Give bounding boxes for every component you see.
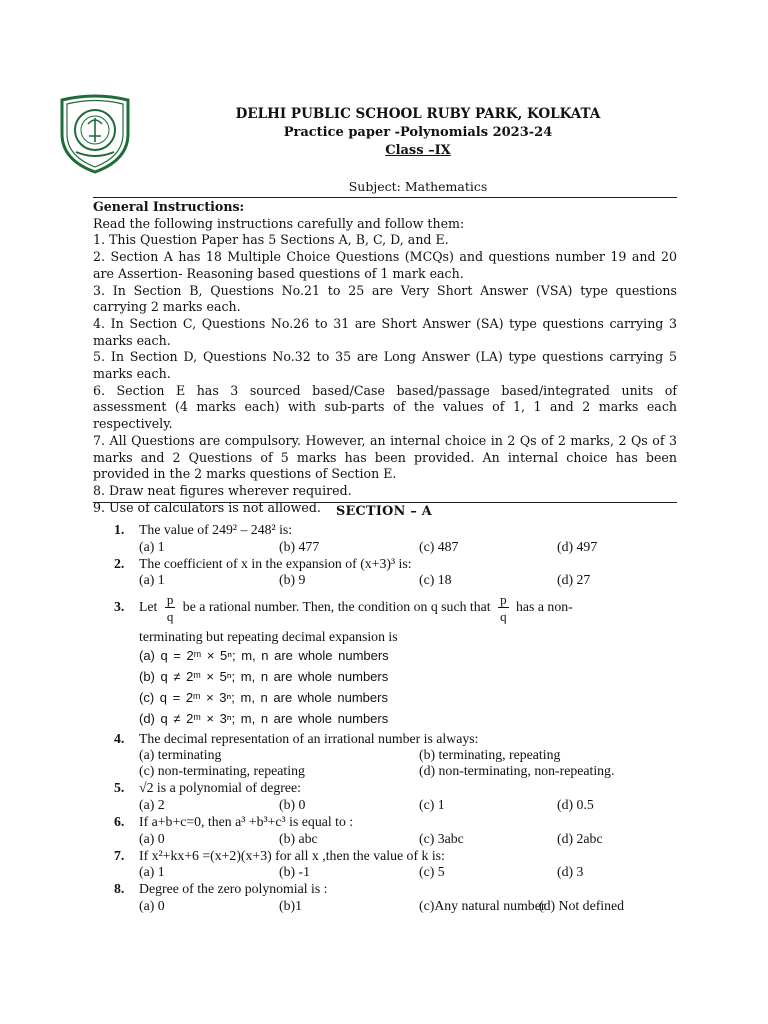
question-text: The decimal representation of an irrational number is always: — [139, 731, 479, 746]
instruction-item: 2. Section A has 18 Multiple Choice Questions (MCQs) and questions number 19 and 20 are Assertion- Reasoning based questions of 1 mark each. — [93, 249, 677, 281]
question-text: If a+b+c=0, then a³ +b³+c³ is equal to : — [139, 814, 354, 829]
option-a: (a) 0 — [139, 831, 165, 846]
divider — [93, 197, 677, 198]
option-c: (c) 3abc — [419, 831, 464, 846]
question-number: 3. — [114, 599, 125, 614]
question-text: Degree of the zero polynomial is : — [139, 881, 328, 896]
question-number: 4. — [114, 731, 125, 746]
question-text: Let — [139, 599, 158, 615]
option-c: (c) non-terminating, repeating — [139, 763, 305, 778]
section-a-title: SECTION – A — [335, 504, 433, 519]
option-d: (d) 2abc — [557, 831, 603, 846]
instruction-item: 7. All Questions are compulsory. However, an internal choice in 2 Qs of 2 marks, 2 Qs of 3 marks and 2 Questions of 5 marks has been provided. An internal choice has been provided in the 2 marks questions of Section E. — [93, 432, 677, 482]
question-number: 7. — [114, 848, 125, 863]
school-name: DELHI PUBLIC SCHOOL RUBY PARK, KOLKATA — [235, 106, 601, 122]
instructions-intro: Read the following instructions carefully and follow them: — [93, 215, 465, 231]
option-c: (c) 487 — [419, 539, 459, 554]
paper-title: Practice paper -Polynomials 2023-24 — [283, 125, 553, 140]
option-b: (b) terminating, repeating — [419, 747, 561, 762]
option-d: (d) non-terminating, non-repeating. — [419, 763, 615, 778]
option-d: (d) 0.5 — [557, 797, 594, 812]
instruction-item: 1. This Question Paper has 5 Sections A, B, C, D, and E. — [93, 232, 449, 248]
general-instructions — [93, 199, 677, 516]
question-number: 8. — [114, 881, 125, 896]
option-a: (a) 1 — [139, 864, 165, 879]
fraction-denominator: q — [500, 609, 507, 624]
option-a: (a) q = 2ᵐ × 5ⁿ; m, n are whole numbers — [139, 648, 389, 663]
question-number: 6. — [114, 814, 125, 829]
instruction-item: 6. Section E has 3 sourced based/Case based/passage based/integrated units of assessment (4 marks each) with sub-parts of the values of 1, 1 and 2 marks each respectively. — [93, 382, 677, 432]
option-a: (a) 2 — [139, 797, 165, 812]
question-text: If x²+kx+6 =(x+2)(x+3) for all x ,then the value of k is: — [139, 848, 445, 863]
question-text: be a rational number. Then, the condition on q such that — [182, 599, 491, 615]
instruction-item: 4. In Section C, Questions No.26 to 31 are Short Answer (SA) type questions carrying 3 marks each. — [93, 315, 677, 348]
question-number: 5. — [114, 780, 125, 795]
question-text-continued: terminating but repeating decimal expansion is — [139, 629, 398, 644]
fraction-numerator: p — [166, 592, 174, 607]
question-text: The coefficient of x in the expansion of (x+3)³ is: — [139, 556, 412, 571]
option-c: (c) q = 2ᵐ × 3ⁿ; m, n are whole numbers — [139, 690, 388, 705]
option-b: (b) abc — [279, 831, 318, 846]
option-a: (a) terminating — [139, 747, 222, 762]
option-b: (b) 477 — [279, 539, 320, 554]
question-text: has a non- — [516, 599, 573, 615]
option-b: (b) 9 — [279, 572, 306, 587]
fraction-p-over-q — [498, 593, 509, 623]
instruction-item: 3. In Section B, Questions No.21 to 25 are Very Short Answer (VSA) type questions carrying 2 marks each. — [93, 282, 677, 315]
fraction-p-over-q — [165, 593, 176, 623]
question-text: √2 is a polynomial of degree: — [139, 780, 301, 795]
option-a: (a) 1 — [139, 539, 165, 554]
question-number: 2. — [114, 556, 125, 571]
instruction-item: 5. In Section D, Questions No.32 to 35 are Long Answer (LA) type questions carrying 5 marks each. — [93, 349, 677, 382]
question-number: 1. — [114, 522, 125, 537]
option-a: (a) 0 — [139, 898, 165, 913]
option-c: (c) 5 — [419, 864, 445, 879]
option-b: (b) 0 — [279, 797, 306, 812]
instruction-item: 8. Draw neat figures wherever required. — [93, 482, 352, 498]
option-c: (c) 18 — [419, 572, 452, 587]
option-c: (c)Any natural number — [419, 898, 546, 913]
class-label: Class –IX — [385, 143, 451, 158]
option-b: (b)1 — [279, 898, 302, 913]
option-d: (d) 497 — [557, 539, 598, 554]
option-b: (b) -1 — [279, 864, 311, 879]
instructions-title: General Instructions: — [93, 199, 245, 214]
option-d: (d) 3 — [557, 864, 584, 879]
question-text: The value of 249² – 248² is: — [139, 522, 293, 537]
option-a: (a) 1 — [139, 572, 165, 587]
option-b: (b) q ≠ 2ᵐ × 5ⁿ; m, n are whole numbers — [139, 669, 389, 684]
option-d: (d) 27 — [557, 572, 591, 587]
instruction-item: 9. Use of calculators is not allowed. — [93, 499, 321, 515]
fraction-numerator: p — [500, 592, 507, 607]
subject-label: Subject: Mathematics — [348, 179, 488, 194]
fraction-denominator: q — [166, 609, 174, 624]
option-d: (d) q ≠ 2ᵐ × 3ⁿ; m, n are whole numbers — [139, 711, 389, 726]
option-c: (c) 1 — [419, 797, 445, 812]
divider — [93, 502, 677, 503]
option-d: (d) Not defined — [539, 898, 625, 913]
